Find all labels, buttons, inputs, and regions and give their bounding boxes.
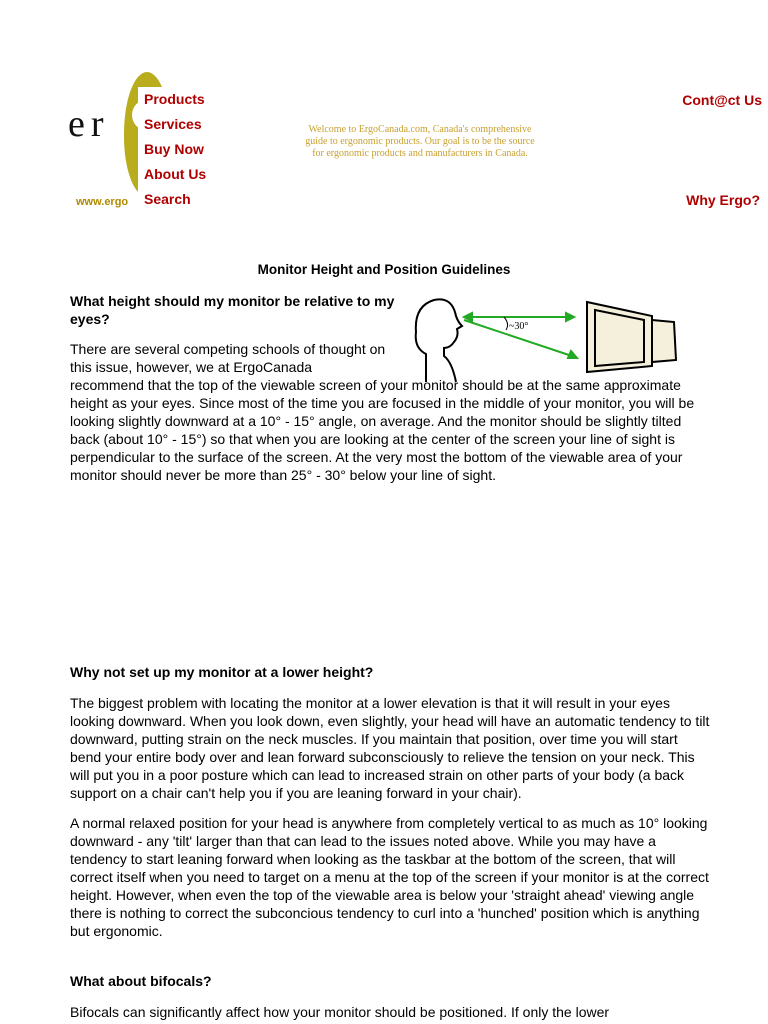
paragraph-2: The biggest problem with locating the monitor at a lower elevation is that it will result in your eyes looking downward. When you look down, even slightly, your head will have an automatic tendency to tilt downward, putting strain on the neck muscles. If you maintain that position, over time you will start bend your entire body over and lean forward subconsciously to relieve the tension on your neck. This will put you in a poor posture which can lead to increased strain on other parts of your body (a back support on a chair can't help you if you are leaning forward in your chair). [70, 695, 710, 801]
main-nav [138, 87, 226, 215]
why-ergo-link[interactable]: Why Ergo? [686, 192, 760, 208]
page-title: Monitor Height and Position Guidelines [257, 262, 511, 277]
logo-url: www.ergo [76, 196, 129, 208]
nav-search[interactable]: Search [144, 191, 191, 207]
paragraph-4: Bifocals can significantly affect how your monitor should be positioned. If only the lower [70, 1004, 610, 1020]
article-section-1 [70, 292, 710, 484]
paragraph-1: recommend that the top of the viewable screen of your monitor should be at the same approximate height as your eyes. Since most of the time you are focused in the middle of your monitor, you will be looking slightly downward at a 10° - 15° angle, on average. And the monitor should be slightly tilted back (about 10° - 15°) so that when you are looking at the center of the screen your line of sight is perpendicular to the surface of the screen. At the very most the bottom of the viewable area of your monitor should never be more than 25° - 30° below your line of sight. [70, 377, 695, 483]
question-monitor-height: What height should my monitor be relative to my eyes? [70, 293, 395, 327]
nav-buy-now[interactable]: Buy Now [144, 141, 204, 157]
contact-link[interactable]: Cont@ct Us [682, 92, 762, 108]
question-bifocals: What about bifocals? [70, 973, 212, 989]
logo-text: er [68, 103, 110, 145]
paragraph-3: A normal relaxed position for your head is anywhere from completely vertical to as much as 10° looking downward - any 'tilt' larger than that can lead to the issues noted above. While you may have a tendency to start leaning forward when looking as the taskbar at the bottom of the screen, that will correct itself when you need to target on a menu at the top of the screen if your monitor is at the correct height. However, when even the top of the viewable area is below your 'straight ahead' viewing angle there is nothing to correct the subconcious tendency to curl into a 'hunched' position which is anything but ergonomic. [70, 815, 709, 939]
article-section-3 [70, 1003, 710, 1021]
ergocanada-logo[interactable] [68, 72, 148, 217]
article-section-2 [70, 694, 710, 952]
nav-services[interactable]: Services [144, 116, 202, 132]
paragraph-1-intro: There are several competing schools of thought on this issue, however, we at ErgoCanada [70, 341, 386, 375]
question-lower-height: Why not set up my monitor at a lower height? [70, 664, 374, 680]
nav-about-us[interactable]: About Us [144, 166, 207, 182]
welcome-text: Welcome to ErgoCanada.com, Canada's comprehensive guide to ergonomic products. Our goal is to be the source for ergonomic products and manufacturers in Canada. [305, 124, 535, 159]
angle-label: ~30° [509, 321, 529, 332]
nav-products[interactable]: Products [144, 91, 205, 107]
